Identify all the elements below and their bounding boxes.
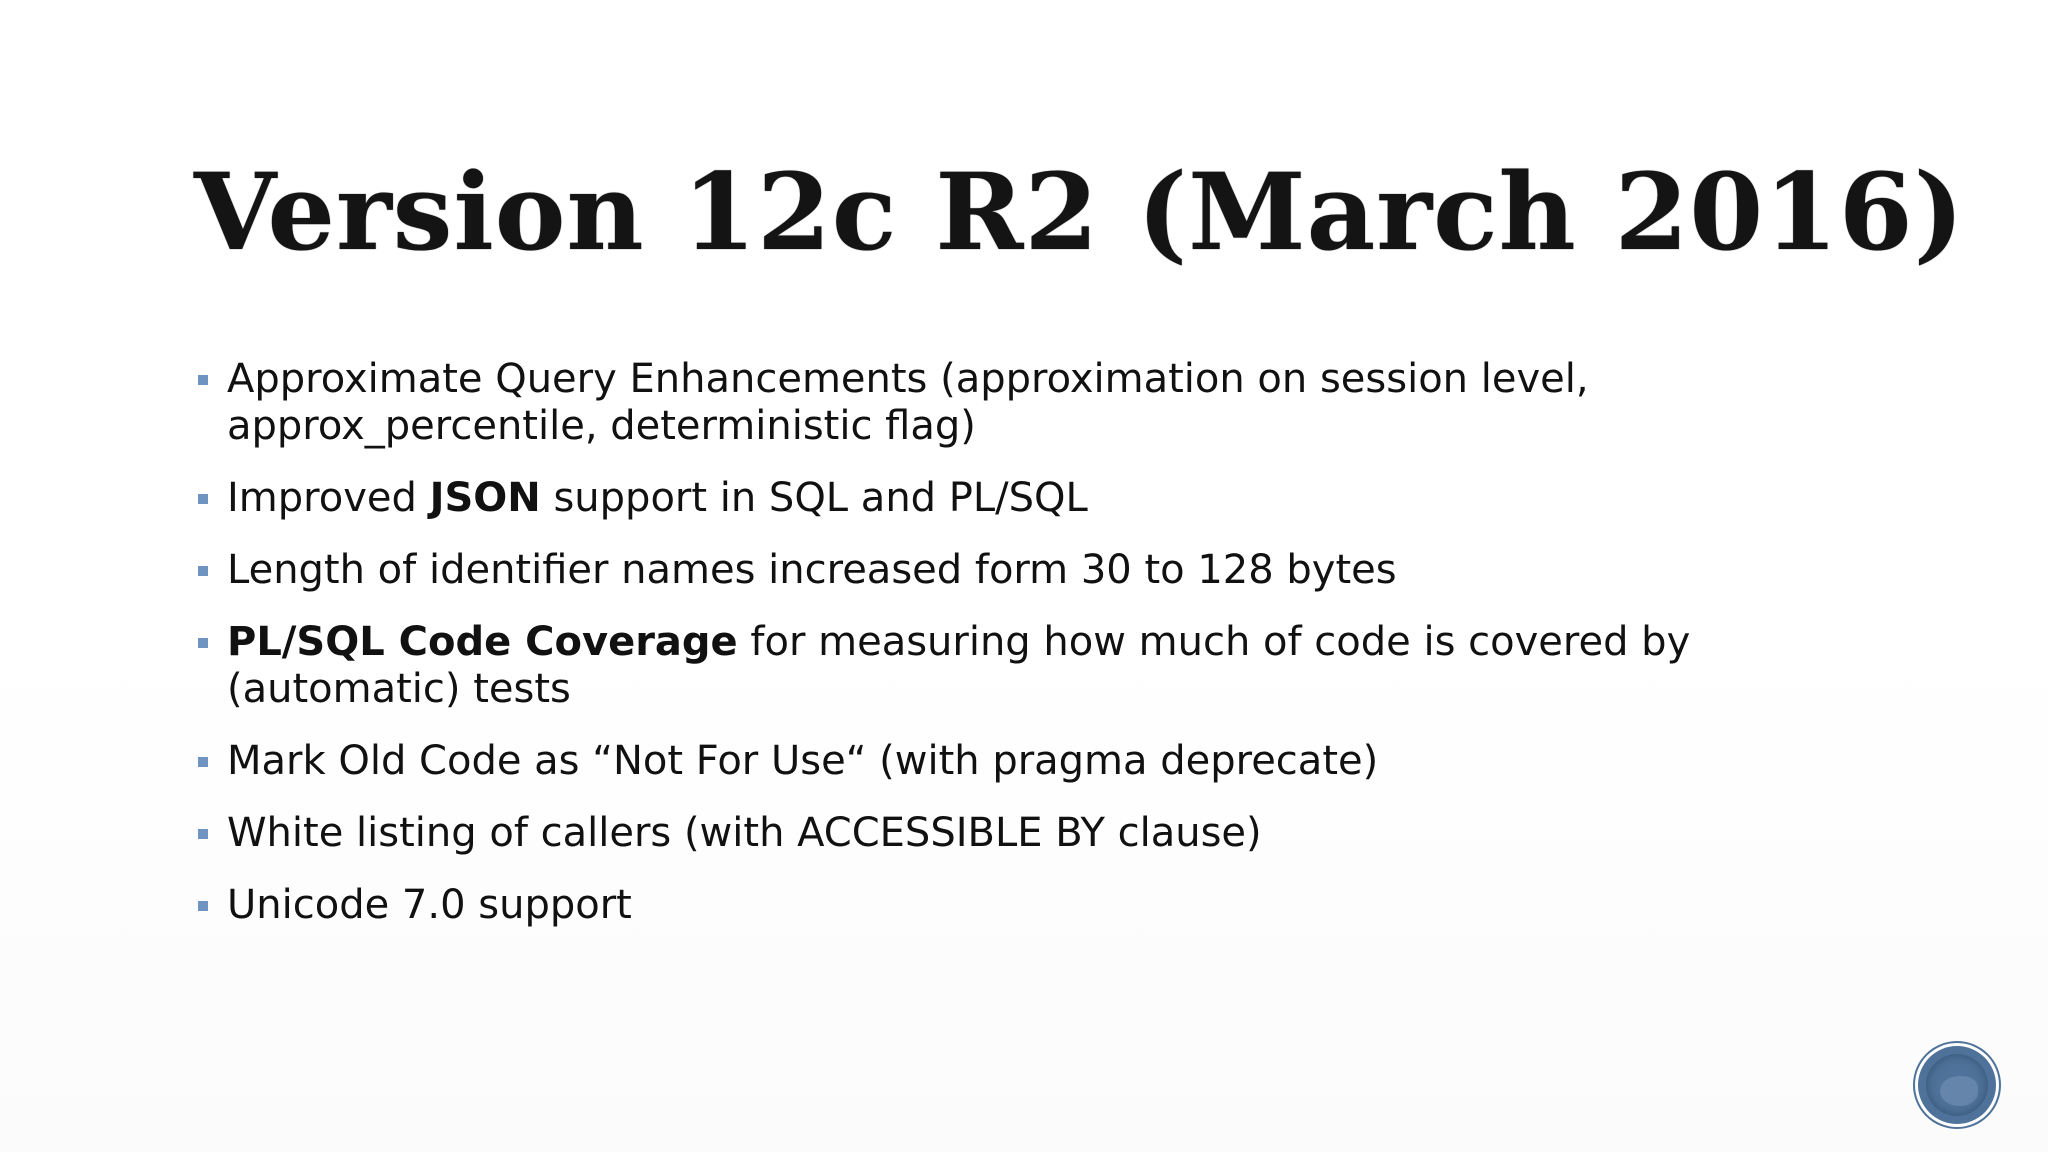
bullet-text-bold: PL/SQL Code Coverage xyxy=(227,619,738,665)
bullet-text-after: White listing of callers (with ACCESSIBLE BY clause) xyxy=(227,810,1262,856)
square-bullet-icon xyxy=(198,638,208,648)
bullet-item xyxy=(196,882,1876,929)
bullet-text-before: Improved xyxy=(227,475,430,521)
square-bullet-icon xyxy=(198,566,208,576)
bullet-item xyxy=(196,810,1876,857)
bullet-item xyxy=(196,619,1876,713)
square-bullet-icon xyxy=(198,494,208,504)
bullet-list xyxy=(196,356,1876,954)
bullet-item xyxy=(196,547,1876,594)
square-bullet-icon xyxy=(198,757,208,767)
square-bullet-icon xyxy=(198,901,208,911)
square-bullet-icon xyxy=(198,829,208,839)
bullet-item xyxy=(196,738,1876,785)
bullet-text-after: for measuring how much of code is covered by (automatic) tests xyxy=(227,619,1691,712)
bullet-item xyxy=(196,475,1876,522)
bullet-text-after: support in SQL and PL/SQL xyxy=(540,475,1088,521)
bullet-item xyxy=(196,356,1876,450)
bullet-text-after: Length of identifier names increased form 30 to 128 bytes xyxy=(227,547,1397,593)
square-bullet-icon xyxy=(198,375,208,385)
bullet-text-after: Approximate Query Enhancements (approximation on session level, approx_percentile, deterministic flag) xyxy=(227,356,1589,449)
bullet-text-after: Unicode 7.0 support xyxy=(227,882,632,928)
slide-title: Version 12c R2 (March 2016) xyxy=(194,149,1965,274)
bullet-text-after: Mark Old Code as “Not For Use“ (with pragma deprecate) xyxy=(227,738,1379,784)
bullet-text-bold: JSON xyxy=(429,475,541,521)
slide-navigation-circle-icon[interactable] xyxy=(1918,1046,1996,1124)
